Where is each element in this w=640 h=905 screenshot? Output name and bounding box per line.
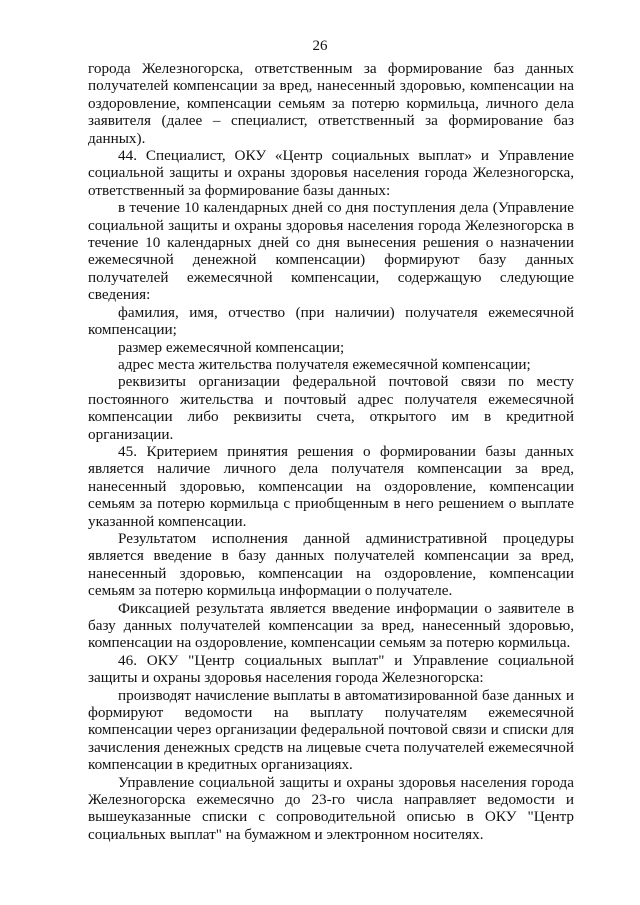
paragraph-44: 44. Специалист, ОКУ «Центр социальных выплат» и Управление социальной защиты и охраны здоровья населения города Железногорска, ответственный за формирование базы данных: [88, 147, 574, 199]
paragraph-45: 45. Критерием принятия решения о формировании базы данных является наличие личного дела получателя компенсации за вред, нанесенный здоровью, компенсации на оздоровление, компенсации семьям за потерю кормильца с приобщенным в него решением о выплате указанной компенсации. [88, 442, 574, 530]
list-item-name: фамилия, имя, отчество (при наличии) получателя ежемесячной компенсации; [88, 303, 574, 339]
paragraph-continuation: города Железногорска, ответственным за формирование баз данных получателей компенсации за вред, нанесенный здоровью, компенсации на оздоровление, компенсации семьям за потерю кормильца, личного дела заявителя (далее – специалист, ответственный за формирование баз данных). [88, 60, 574, 147]
list-item-amount: размер ежемесячной компенсации; [118, 338, 345, 356]
list-item-address: адрес места жительства получателя ежемесячной компенсации; [118, 355, 531, 373]
paragraph-46-accrual: производят начисление выплаты в автоматизированной базе данных и формируют ведомости на выплату получателям ежемесячной компенсации через организации федеральной почтовой связи и списки для зачисления денежных средств на лицевые счета получателей ежемесячной компенсации в кредитных организациях. [88, 686, 574, 774]
list-item-requisites: реквизиты организации федеральной почтовой связи по месту постоянного жительства и почтовый адрес получателя ежемесячной компенсации либо реквизиты счета, открытого им в кредитной организации. [88, 373, 574, 443]
paragraph-result: Результатом исполнения данной административной процедуры является введение в базу данных получателей компенсации за вред, нанесенный здоровью, компенсации на оздоровление, компенсации семьям за потерю кормильца информации о получателе. [88, 529, 574, 600]
paragraph-fixation: Фиксацией результата является введение информации о заявителе в базу данных получателей компенсации за вред, нанесенный здоровью, компенсации на оздоровление, компенсации семьям за потерю кормильца. [88, 599, 574, 652]
paragraph-44-term: в течение 10 календарных дней со дня поступления дела (Управление социальной защиты и охраны здоровья населения города Железногорска в течение 10 календарных дней со дня вынесения решения о назначении ежемесячной денежной компенсации) формируют базу данных получателей ежемесячной компенсации, содержащую следующие сведения: [88, 199, 574, 304]
page-number: 26 [312, 38, 328, 54]
paragraph-46-submission: Управление социальной защиты и охраны здоровья населения города Железногорска ежемесячно до 23-го числа направляет ведомости и вышеуказанные списки с сопроводительной описью в ОКУ "Центр социальных выплат" на бумажном и электронном носителях. [88, 773, 574, 843]
paragraph-46: 46. ОКУ "Центр социальных выплат" и Управление социальной защиты и охраны здоровья населения города Железногорска: [88, 651, 574, 687]
document-body [88, 60, 574, 843]
